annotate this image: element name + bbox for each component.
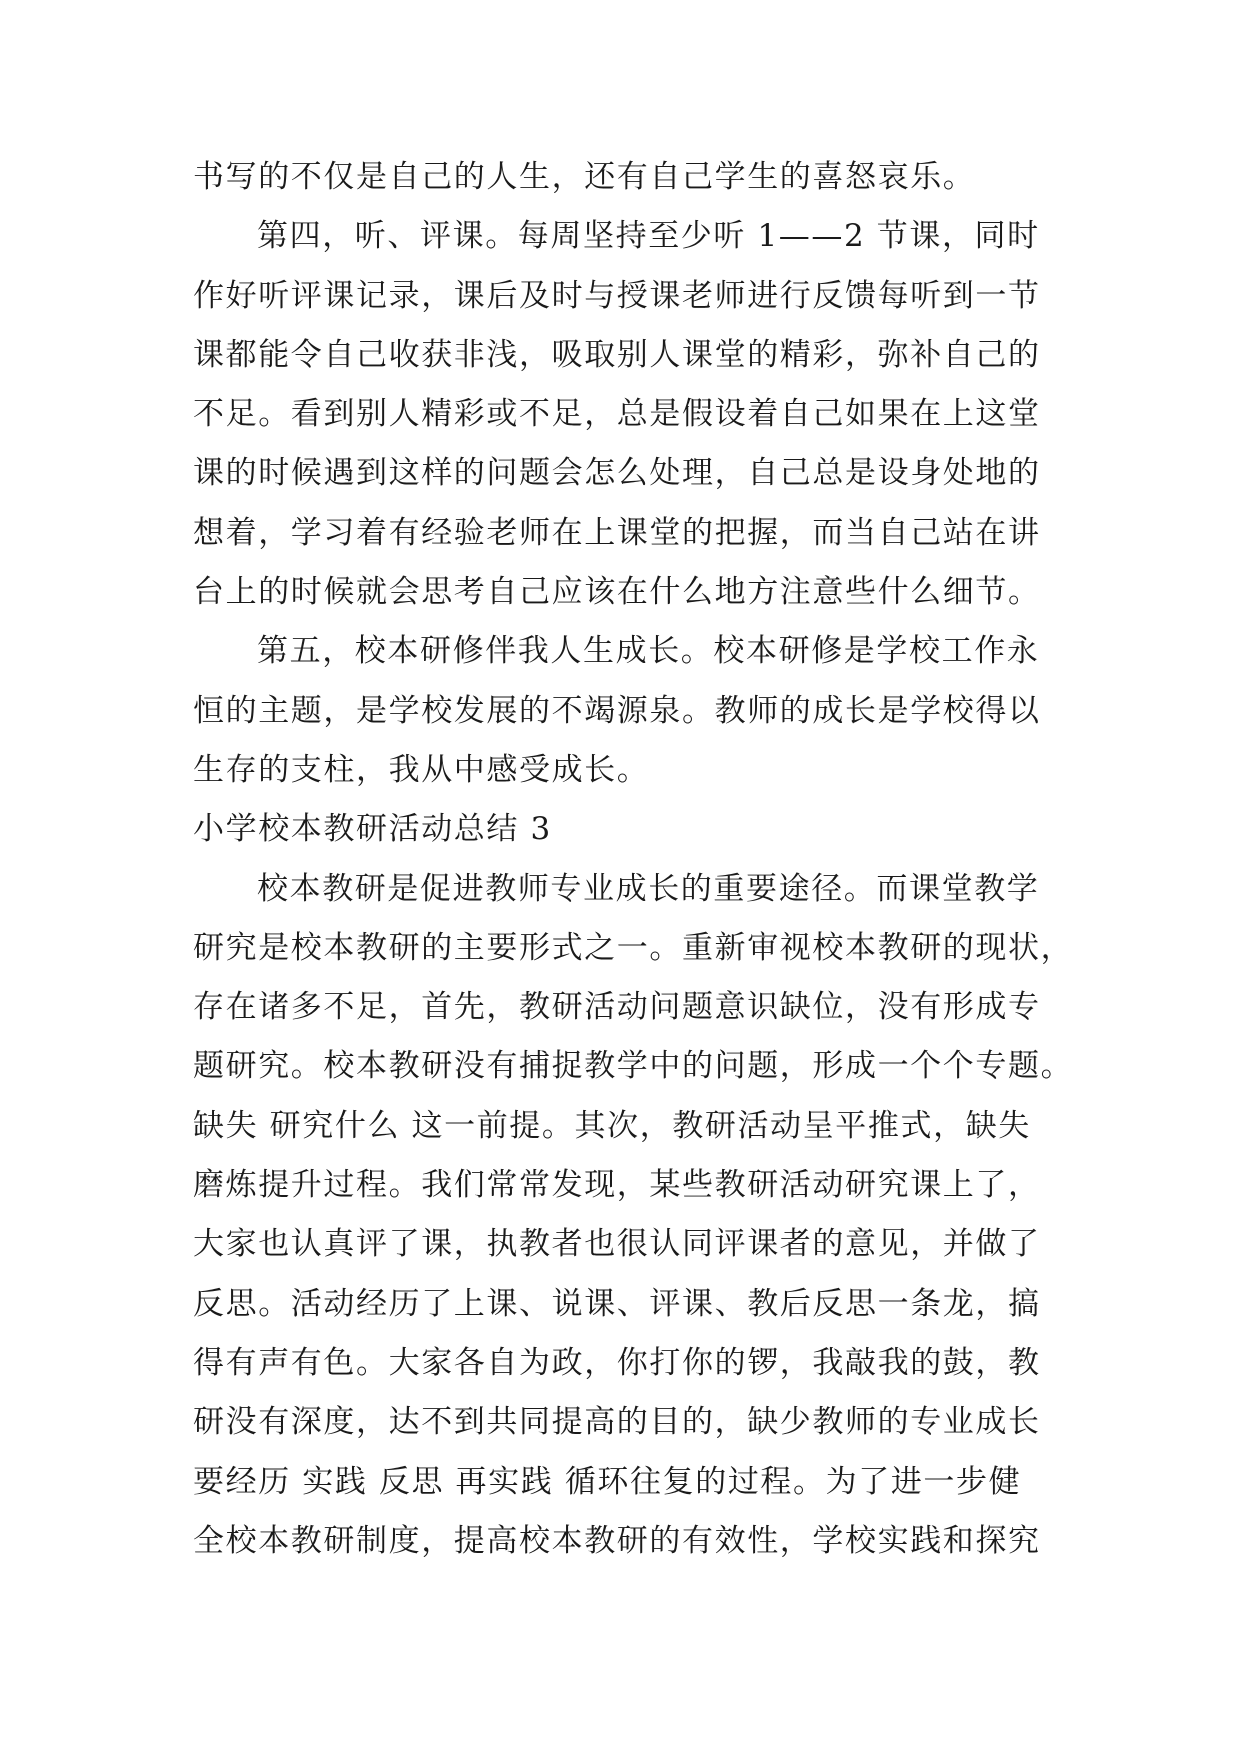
text-line: 第四，听、评课。每周坚持至少听 1——2 节课，同时 [257,218,1040,255]
section-heading: 小学校本教研活动总结 3 [193,811,552,848]
text-line: 生存的支柱，我从中感受成长。 [193,751,650,788]
text-line: 磨炼提升过程。我们常常发现，某些教研活动研究课上了， [193,1167,1041,1204]
text-line: 研没有深度，达不到共同提高的目的，缺少教师的专业成长 [193,1404,1041,1441]
text-line: 校本教研是促进教师专业成长的重要途径。而课堂教学 [257,870,1040,907]
text-line: 作好听评课记录，课后及时与授课老师进行反馈每听到一节 [193,277,1041,314]
text-line: 课的时候遇到这样的问题会怎么处理，自己总是设身处地的 [193,455,1041,492]
text-line: 反思。活动经历了上课、说课、评课、教后反思一条龙，搞 [193,1285,1041,1322]
text-line: 台上的时候就会思考自己应该在什么地方注意些什么细节。 [193,574,1041,611]
text-line: 存在诸多不足，首先，教研活动问题意识缺位，没有形成专 [193,989,1041,1026]
text-line: 得有声有色。大家各自为政，你打你的锣，我敲我的鼓，教 [193,1344,1041,1381]
text-line: 不足。看到别人精彩或不足，总是假设着自己如果在上这堂 [193,396,1041,433]
text-line: 题研究。校本教研没有捕捉教学中的问题，形成一个个专题。 [193,1048,1074,1085]
text-line: 书写的不仅是自己的人生，还有自己学生的喜怒哀乐。 [193,159,976,195]
text-line: 想着，学习着有经验老师在上课堂的把握，而当自己站在讲 [193,514,1041,551]
text-line: 恒的主题，是学校发展的不竭源泉。教师的成长是学校得以 [193,692,1041,729]
text-line: 大家也认真评了课，执教者也很认同评课者的意见，并做了 [193,1226,1041,1263]
text-line: 全校本教研制度，提高校本教研的有效性，学校实践和探究 [193,1522,1041,1559]
text-line: 研究是校本教研的主要形式之一。重新审视校本教研的现状， [193,929,1074,966]
text-line: 要经历 实践 反思 再实践 循环往复的过程。为了进一步健 [193,1463,1022,1500]
text-line: 第五，校本研修伴我人生成长。校本研修是学校工作永 [257,633,1040,670]
text-line: 课都能令自己收获非浅，吸取别人课堂的精彩，弥补自己的 [193,336,1041,373]
text-line: 缺失 研究什么 这一前提。其次，教研活动呈平推式，缺失 [193,1107,1031,1144]
document-body [193,148,1073,1571]
